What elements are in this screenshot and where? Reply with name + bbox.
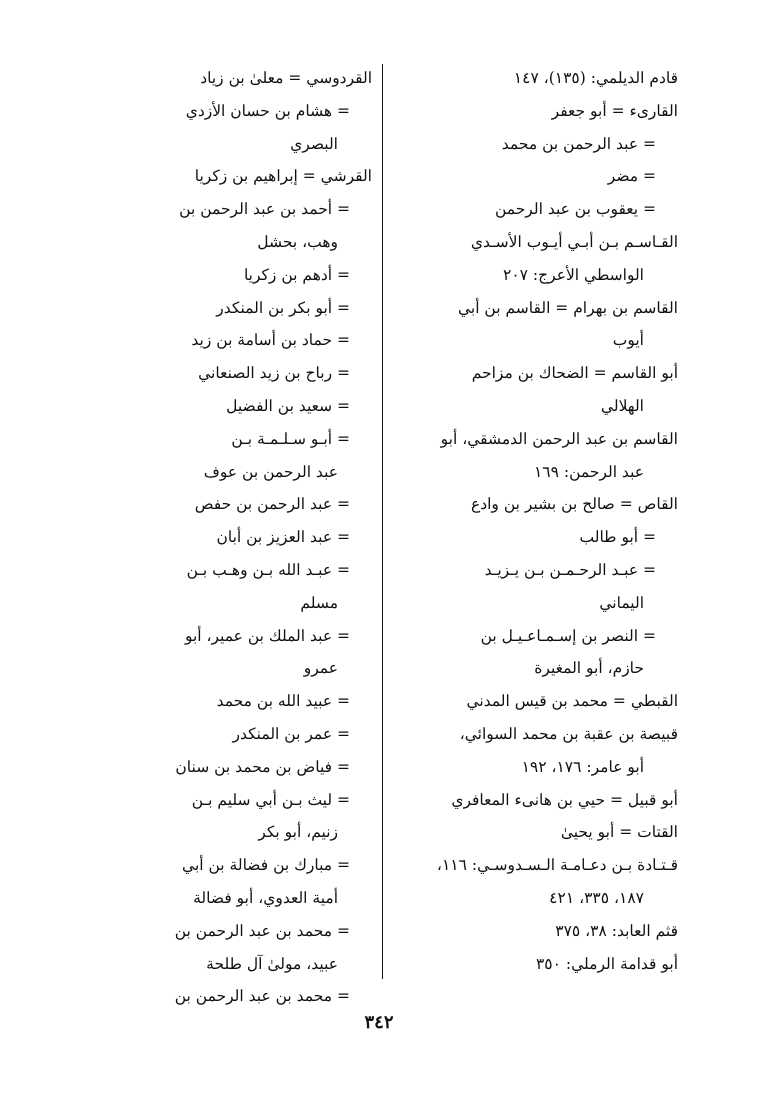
index-entry-line: قادم الديلمي: (١٣٥)، ١٤٧ xyxy=(513,69,678,87)
index-entry-line: = عبـد الرحـمـن بـن يـزيـد xyxy=(484,560,656,579)
index-entry-line: اليماني xyxy=(599,593,644,612)
index-entry-line: القارىء = أبو جعفر xyxy=(551,101,678,120)
index-entry-line: = مضر xyxy=(607,167,656,186)
index-entry-line: = عبد الرحمن بن محمد xyxy=(501,134,656,153)
index-entry-line: = سعيد بن الفضيل xyxy=(226,396,350,415)
index-entry-line: القاص = صالح بن بشير بن وادع xyxy=(470,495,678,514)
index-entry-line: عبيد، مولىٰ آل طلحة xyxy=(206,954,338,973)
page-number: ٣٤٢ xyxy=(364,1012,394,1033)
index-entry-line: ١٨٧، ٣٣٥، ٤٢١ xyxy=(549,888,644,907)
index-entry-line: عبد الرحمن: ١٦٩ xyxy=(533,462,644,481)
index-entry-line: = عبـد الله بـن وهـب بـن xyxy=(186,560,350,579)
index-entry-line: القاسم بن عبد الرحمن الدمشقي، أبو xyxy=(440,429,678,448)
index-entry-line: عبد الرحمن بن عوف xyxy=(203,462,338,481)
index-entry-line: = عبد الملك بن عمير، أبو xyxy=(184,626,350,645)
index-entry-line: وهب، بحشل xyxy=(257,232,338,251)
index-entry-line: أبو عامر: ١٧٦، ١٩٢ xyxy=(521,757,644,776)
index-entry-line: = محمد بن عبد الرحمن بن xyxy=(174,987,350,1006)
index-entry-line: = النصر بن إسـمـاعـيـل بن xyxy=(480,626,656,645)
index-entry-line: الواسطي الأعرج: ٢٠٧ xyxy=(503,265,644,284)
index-entry-line: = يعقوب بن عبد الرحمن xyxy=(494,200,656,219)
index-entry-line: = أبو طالب xyxy=(579,528,656,547)
index-entry-line: = عبيد الله بن محمد xyxy=(216,692,350,711)
index-entry-line: القتات = أبو يحيىٰ xyxy=(560,823,678,842)
index-entry-line: القـاسـم بـن أبـي أيـوب الأسـدي xyxy=(470,232,678,251)
index-entry-line: = عمر بن المنكدر xyxy=(232,724,350,743)
index-column-right xyxy=(398,62,678,980)
index-entry-line: زنيم، أبو بكر xyxy=(258,823,338,842)
index-entry-line: عمرو xyxy=(303,659,338,678)
index-entry-line: القرشي = إبراهيم بن زكريا xyxy=(194,167,372,186)
book-index-page xyxy=(92,62,678,1006)
index-entry-line: = عبد العزيز بن أبان xyxy=(216,528,350,547)
index-entry-line: البصري xyxy=(290,134,338,153)
index-column-left xyxy=(92,62,372,1013)
index-entry-line: مسلم xyxy=(300,593,338,612)
index-entry-line: حازم، أبو المغيرة xyxy=(534,659,644,678)
index-entry-line: = أدهم بن زكريا xyxy=(243,265,350,284)
index-entry-line: القبطي = محمد بن قيس المدني xyxy=(466,692,678,711)
index-entry-line: أبو القاسم = الضحاك بن مزاحم xyxy=(471,364,678,383)
index-entry-line: = أحمد بن عبد الرحمن بن xyxy=(179,200,350,219)
index-entry-line: = مبارك بن فضالة بن أبي xyxy=(182,856,350,875)
index-entry-line: = أبو بكر بن المنكدر xyxy=(216,298,350,317)
index-entry-line: = حماد بن أسامة بن زيد xyxy=(191,331,350,350)
index-entry-line: القردوسي = معلىٰ بن زياد xyxy=(200,69,372,87)
index-entry-line: = أبـو سـلـمـة بـن xyxy=(231,429,350,448)
index-entry-line: = فياض بن محمد بن سنان xyxy=(175,757,350,776)
index-entry-line: = محمد بن عبد الرحمن بن xyxy=(174,921,350,940)
index-entry-line: قبيصة بن عقبة بن محمد السوائي، xyxy=(459,724,678,743)
index-entry-line: قـتـادة بـن دعـامـة الـسـدوسـي: ١١٦، xyxy=(436,856,678,875)
index-entry-line: أمية العدوي، أبو فضالة xyxy=(193,888,338,907)
index-entry-line: أبو قبيل = حيي بن هانىء المعافري xyxy=(451,790,678,809)
index-entry-line: = رباح بن زيد الصنعاني xyxy=(198,364,350,383)
index-entry-line: القاسم بن بهرام = القاسم بن أبي xyxy=(457,298,678,317)
index-entry-line: أبو قدامة الرملي: ٣٥٠ xyxy=(535,954,678,973)
column-divider xyxy=(382,64,383,979)
index-entry-line: قثم العابد: ٣٨، ٣٧٥ xyxy=(555,921,678,940)
index-entry-line: الهلالي xyxy=(600,396,644,415)
index-entry-line: أيوب xyxy=(612,331,644,350)
index-entry-line: = عبد الرحمن بن حفص xyxy=(194,495,350,514)
index-entry-line: = ليث بـن أبي سليم بـن xyxy=(191,790,350,809)
index-entry-line: = هشام بن حسان الأزدي xyxy=(185,101,350,120)
